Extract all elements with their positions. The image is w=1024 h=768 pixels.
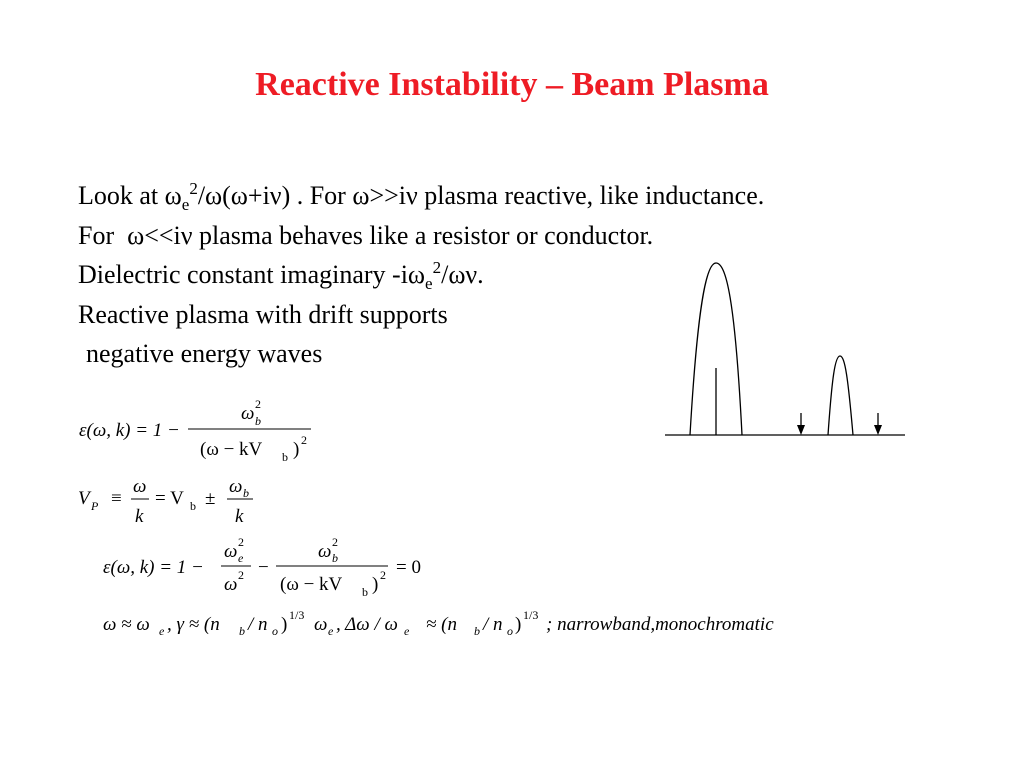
eq3-f2-den-sup: 2 bbox=[380, 568, 386, 582]
text-line-4: Reactive plasma with drift supports bbox=[78, 299, 448, 329]
eq1-lhs: ε(ω, k) = 1 − bbox=[79, 420, 180, 441]
subscript-e: e bbox=[181, 195, 190, 214]
eq4-t1: ω ≈ ω bbox=[103, 614, 150, 635]
eq3-lhs: ε(ω, k) = 1 − bbox=[103, 557, 204, 578]
eq2-frac2-num-sub: b bbox=[243, 486, 249, 500]
eq3-f2-den-a: (ω − kV bbox=[280, 574, 343, 595]
eq1-num-sup: 2 bbox=[255, 397, 261, 411]
eq3-f2-den-sub: b bbox=[362, 585, 368, 599]
eq3-minus: − bbox=[258, 557, 269, 578]
text-line-5: negative energy waves bbox=[86, 339, 323, 368]
eq1-den-sup: 2 bbox=[301, 433, 307, 447]
eq2-pm: ± bbox=[205, 488, 216, 509]
eq4-t5-sub: e bbox=[328, 624, 334, 638]
eq3-rhs: = 0 bbox=[396, 557, 421, 578]
eq2-frac2-num: ω bbox=[229, 476, 243, 497]
eq3-f1-num-sub: e bbox=[238, 551, 244, 565]
eq4-t6: , Δω / ω bbox=[336, 614, 398, 635]
eq2-vb-sub: b bbox=[190, 499, 196, 513]
text-line-3-part-2: /ων. bbox=[441, 260, 484, 289]
eq1-num-omega: ω bbox=[241, 403, 255, 424]
eq4-t1-sub: e bbox=[159, 624, 165, 638]
eq1-den-b: ) bbox=[293, 439, 300, 460]
text-line-1 bbox=[78, 176, 764, 216]
arrow-right-head-icon bbox=[874, 425, 882, 435]
eq4-t9-sup: 1/3 bbox=[523, 608, 539, 622]
equation-dispersion-relation bbox=[100, 533, 440, 603]
superscript-2: 2 bbox=[189, 179, 198, 198]
eq4-t2-sub: b bbox=[239, 624, 245, 638]
eq4-t8-sub: o bbox=[507, 624, 513, 638]
eq3-f1-den-sup: 2 bbox=[238, 568, 244, 582]
text-line-1-part-2: /ω(ω+iν) . For ω>>iν plasma reactive, like inductance. bbox=[197, 181, 765, 210]
eq3-f1-num-sup: 2 bbox=[238, 535, 244, 549]
eq4-t3-sub: o bbox=[272, 624, 278, 638]
eq4-t9: ) bbox=[515, 614, 522, 635]
spectrum-sketch bbox=[660, 258, 910, 443]
eq3-f2-num: ω bbox=[318, 541, 332, 562]
eq3-f2-num-sup: 2 bbox=[332, 535, 338, 549]
eq1-den-sub: b bbox=[282, 450, 288, 464]
eq3-f2-num-sub: b bbox=[332, 551, 338, 565]
beam-peak bbox=[828, 356, 853, 435]
subscript-e: e bbox=[425, 274, 433, 293]
eq4-t2: , γ ≈ (n bbox=[167, 614, 220, 635]
eq3-f1-num: ω bbox=[224, 541, 238, 562]
eq2-frac2-den: k bbox=[235, 506, 244, 527]
text-line-2: For ω<<iν plasma behaves like a resistor or conductor. bbox=[78, 220, 654, 250]
equation-growth-rate bbox=[100, 603, 840, 643]
eq3-f1-den: ω bbox=[224, 574, 238, 595]
eq1-den-a: (ω − kV bbox=[200, 439, 263, 460]
eq4-t4-sup: 1/3 bbox=[289, 608, 305, 622]
eq3-f2-den-b: ) bbox=[372, 574, 379, 595]
slide-title: Reactive Instability – Beam Plasma bbox=[255, 66, 769, 103]
eq2-frac1-den: k bbox=[135, 506, 144, 527]
equation-dielectric-beam bbox=[75, 395, 335, 470]
eq4-t5: ω bbox=[314, 614, 328, 635]
equation-phase-velocity bbox=[75, 472, 275, 532]
text-line-1-part-1: Look at ω bbox=[78, 181, 182, 210]
eq4-t3: / n bbox=[248, 614, 268, 635]
eq4-t6-sub: e bbox=[404, 624, 410, 638]
arrow-left-head-icon bbox=[797, 425, 805, 435]
eq2-frac1-num: ω bbox=[133, 476, 147, 497]
eq2-v-sub: P bbox=[91, 499, 99, 513]
eq4-t4: ) bbox=[281, 614, 288, 635]
superscript-2: 2 bbox=[432, 258, 442, 277]
eq2-v: V bbox=[78, 488, 90, 509]
eq4-t7-sub: b bbox=[474, 624, 480, 638]
eq4-t10: ; narrowband,monochromatic bbox=[546, 614, 774, 635]
text-line-3-part-1: Dielectric constant imaginary -iω bbox=[78, 260, 426, 289]
eq2-equiv: ≡ bbox=[111, 488, 122, 509]
eq2-eq-vb: = V bbox=[155, 488, 184, 509]
eq4-t7: ≈ (n bbox=[426, 614, 458, 635]
eq4-t8: / n bbox=[483, 614, 503, 635]
eq1-num-sub: b bbox=[255, 414, 261, 428]
